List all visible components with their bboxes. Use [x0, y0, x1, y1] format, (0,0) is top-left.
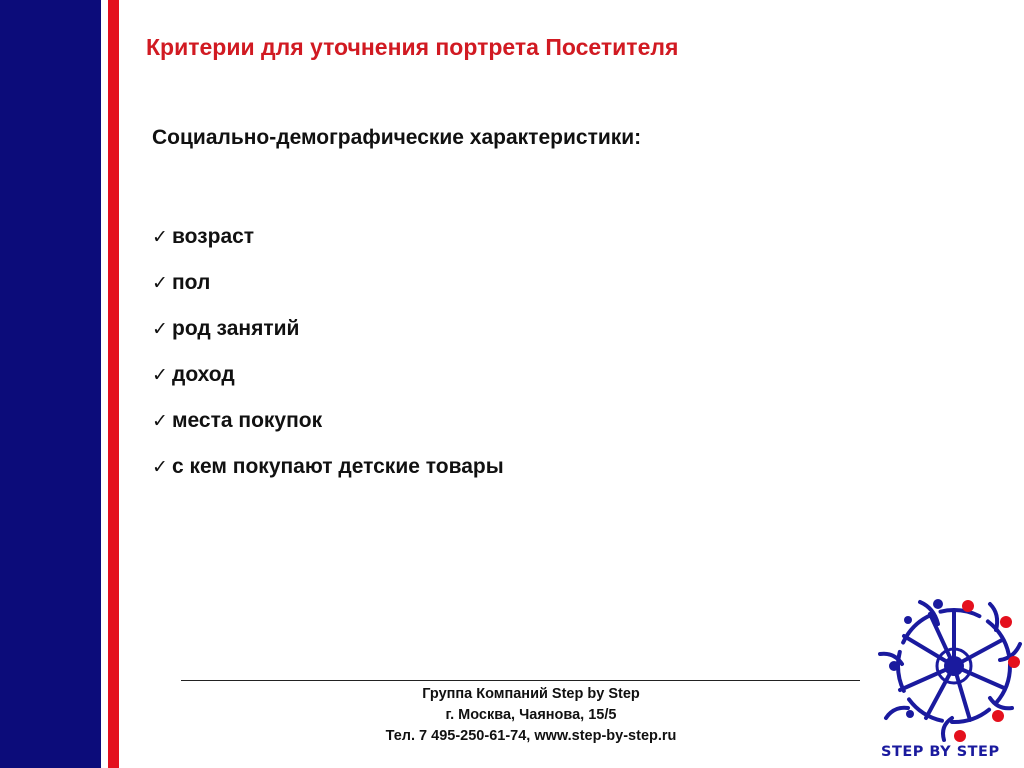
checkmark-icon: ✓	[152, 456, 168, 478]
logo-wordmark: STEP BY STEP	[881, 744, 1000, 760]
footer-phone-website: Тел. 7 495-250-61-74, www.step-by-step.ru	[385, 728, 677, 744]
criteria-item-label: с кем покупают детские товары	[172, 455, 504, 478]
criteria-item-label: места покупок	[172, 409, 323, 432]
section-subtitle: Социально-демографические характеристики:	[152, 126, 642, 149]
criteria-list	[152, 214, 504, 490]
slide-title: Критерии для уточнения портрета Посетителя	[146, 34, 679, 60]
criteria-item	[152, 352, 504, 398]
checkmark-icon: ✓	[152, 272, 168, 294]
checkmark-icon: ✓	[152, 226, 168, 248]
footer-divider	[181, 680, 860, 681]
criteria-item-label: доход	[172, 363, 235, 386]
left-white-stripe	[101, 0, 108, 768]
criteria-item	[152, 444, 504, 490]
criteria-item	[152, 260, 504, 306]
left-red-stripe	[108, 0, 119, 768]
criteria-item	[152, 306, 504, 352]
criteria-item-label: пол	[172, 271, 211, 294]
footer-address: г. Москва, Чаянова, 15/5	[445, 707, 617, 723]
checkmark-icon: ✓	[152, 318, 168, 340]
criteria-item-label: род занятий	[172, 317, 300, 340]
criteria-item	[152, 398, 504, 444]
checkmark-icon: ✓	[152, 410, 168, 432]
footer-company: Группа Компаний Step by Step	[422, 686, 640, 702]
step-by-step-logo-icon	[872, 590, 1024, 768]
checkmark-icon: ✓	[152, 364, 168, 386]
criteria-item-label: возраст	[172, 225, 255, 248]
footer-contacts	[181, 684, 881, 747]
left-blue-band	[0, 0, 101, 768]
criteria-item	[152, 214, 504, 260]
